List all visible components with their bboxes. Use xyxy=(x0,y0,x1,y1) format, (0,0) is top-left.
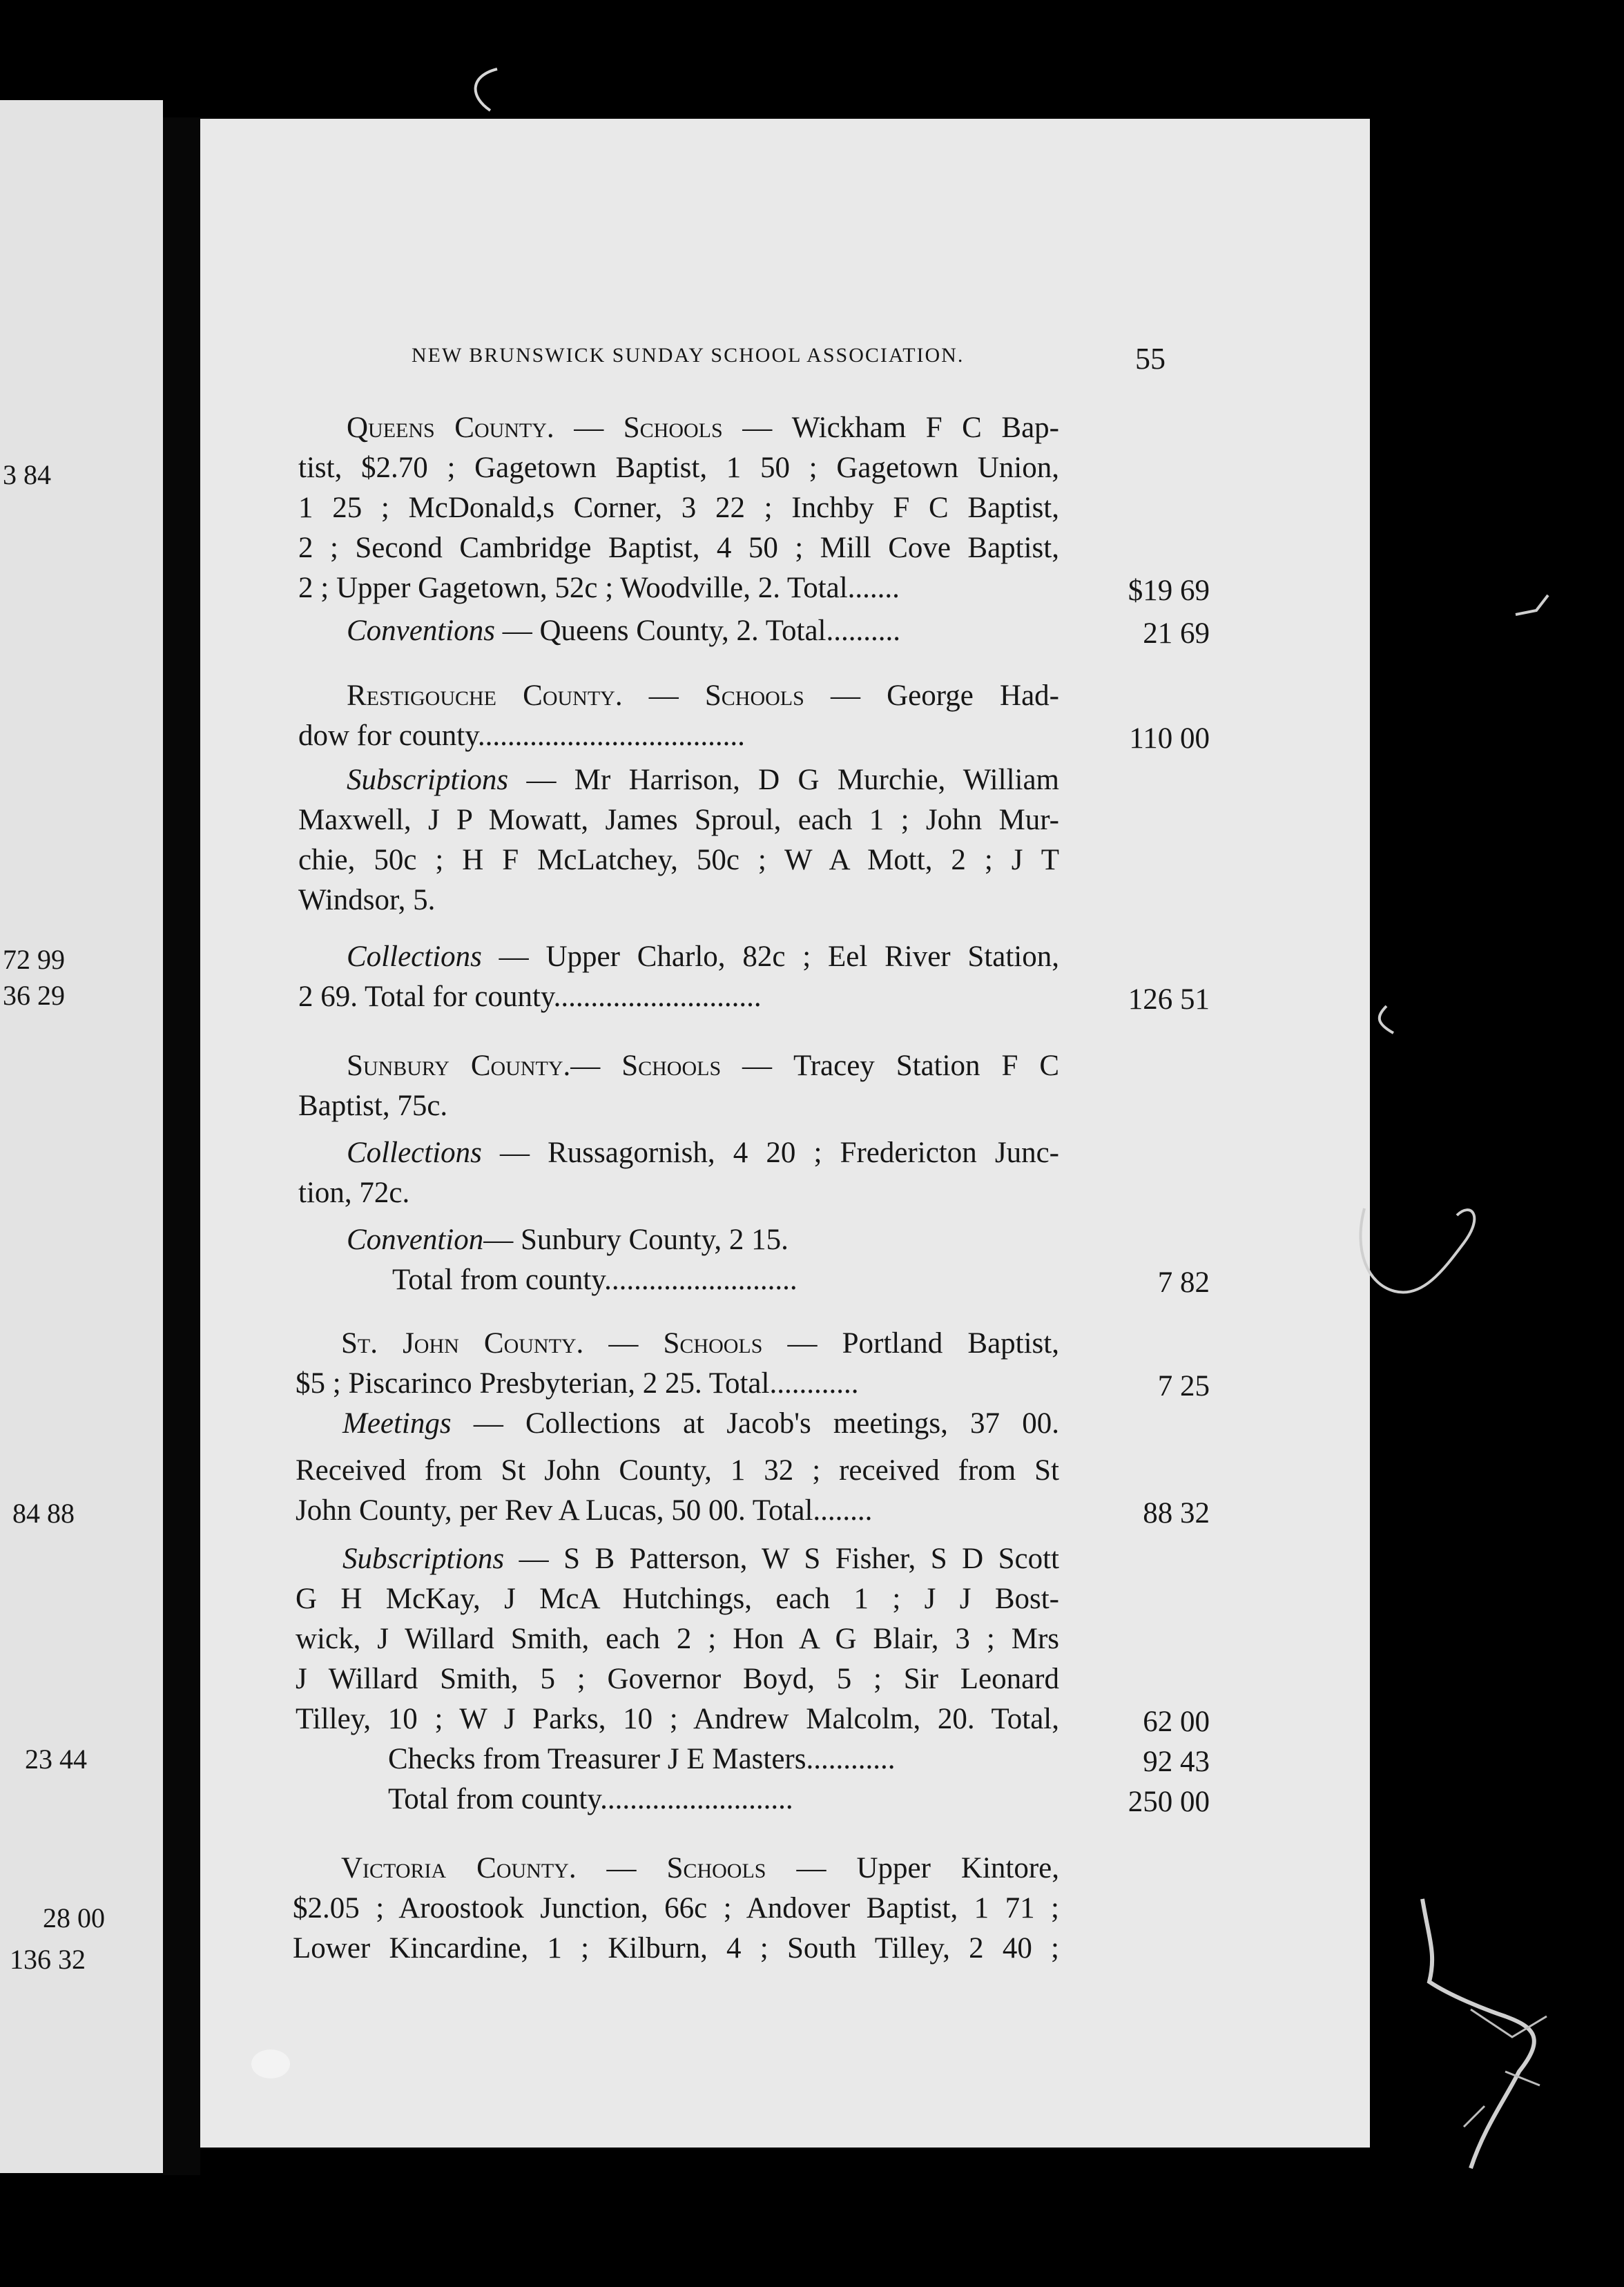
amount: 62 00 xyxy=(1143,1706,1210,1738)
running-title: NEW BRUNSWICK SUNDAY SCHOOL ASSOCIATION. xyxy=(412,344,965,367)
text-line: 2 69. Total for county............................ xyxy=(298,981,762,1013)
section-label: Collections xyxy=(347,1137,482,1169)
left-page-number: 23 44 xyxy=(25,1744,87,1775)
section-label: Conventions xyxy=(347,615,495,647)
text-line: tist, $2.70 ; Gagetown Baptist, 1 50 ; Gagetown Union, xyxy=(298,452,1059,484)
text-line: Subscriptions — S B Patterson, W S Fisher, S D Scott xyxy=(342,1543,1059,1575)
fiber-debris xyxy=(456,62,511,117)
section-label: Collections xyxy=(347,940,482,973)
amount: 21 69 xyxy=(1143,617,1210,650)
text-line: Queens County. — Schools — Wickham F C Bap- xyxy=(347,412,1059,444)
text-line: wick, J Willard Smith, each 2 ; Hon A G Blair, 3 ; Mrs xyxy=(296,1623,1059,1655)
fiber-debris xyxy=(1512,587,1560,621)
left-page-number: 136 32 xyxy=(10,1944,86,1975)
page-number: 55 xyxy=(1135,342,1166,376)
thread-debris xyxy=(1353,1188,1560,1395)
text-line: Lower Kincardine, 1 ; Kilburn, 4 ; South Tilley, 2 40 ; xyxy=(293,1932,1059,1965)
text-line: Subscriptions — Mr Harrison, D G Murchie, William xyxy=(347,764,1059,796)
text-line: 2 ; Second Cambridge Baptist, 4 50 ; Mill Cove Baptist, xyxy=(298,532,1059,564)
text-line: Sunbury County.— Schools — Tracey Station F C xyxy=(347,1050,1059,1082)
text-line: Collections — Upper Charlo, 82c ; Eel River Station, xyxy=(347,940,1059,973)
amount: $19 69 xyxy=(1128,575,1210,607)
amount: 7 82 xyxy=(1157,1266,1210,1299)
county-heading: St. John County. — Schools — xyxy=(341,1327,842,1360)
text-line: 2 ; Upper Gagetown, 52c ; Woodville, 2. Total....... xyxy=(298,572,900,604)
county-heading: Sunbury County.— Schools — xyxy=(347,1050,793,1082)
text-line: dow for county.................................... xyxy=(298,720,745,752)
text-line: Conventions — Queens County, 2. Total.......... xyxy=(347,615,900,647)
amount: 110 00 xyxy=(1129,722,1210,755)
text-line: Maxwell, J P Mowatt, James Sproul, each 1 ; John Mur- xyxy=(298,804,1059,836)
text-line: Victoria County. — Schools — Upper Kintore, xyxy=(341,1852,1059,1884)
text-line: Baptist, 75c. xyxy=(298,1090,448,1122)
fiber-debris xyxy=(1373,1003,1414,1037)
left-page-number: 72 99 xyxy=(3,944,65,975)
fiber-debris xyxy=(1409,1878,1616,2182)
text-line: 1 25 ; McDonald,s Corner, 3 22 ; Inchby F C Baptist, xyxy=(298,492,1059,524)
county-heading: Queens County. — Schools — xyxy=(347,412,792,444)
left-page-number: 3 84 xyxy=(3,459,51,490)
section-label: Convention xyxy=(347,1224,484,1256)
text-line: G H McKay, J McA Hutchings, each 1 ; J J Bost- xyxy=(296,1583,1059,1615)
text-line: Meetings — Collections at Jacob's meetings, 37 00. xyxy=(342,1407,1059,1440)
text-line: Tilley, 10 ; W J Parks, 10 ; Andrew Malcolm, 20. Total, xyxy=(296,1703,1059,1735)
text-line: chie, 50c ; H F McLatchey, 50c ; W A Mott, 2 ; J T xyxy=(298,844,1059,876)
section-label: Meetings xyxy=(342,1407,452,1440)
text-line: Windsor, 5. xyxy=(298,884,436,916)
left-page-number: 36 29 xyxy=(3,980,65,1011)
section-label: Subscriptions xyxy=(347,764,509,796)
amount: 126 51 xyxy=(1128,983,1210,1016)
amount: 7 25 xyxy=(1157,1370,1210,1402)
amount: 92 43 xyxy=(1143,1746,1210,1778)
left-page xyxy=(0,100,163,2173)
amount: 250 00 xyxy=(1128,1786,1210,1818)
text-line: $2.05 ; Aroostook Junction, 66c ; Andover Baptist, 1 71 ; xyxy=(293,1892,1059,1924)
text-line: tion, 72c. xyxy=(298,1177,410,1209)
amount: 88 32 xyxy=(1143,1497,1210,1530)
text-line: J Willard Smith, 5 ; Governor Boyd, 5 ; Sir Leonard xyxy=(296,1663,1059,1695)
text-line: Total from county.......................... xyxy=(388,1783,793,1815)
text-line: Received from St John County, 1 32 ; received from St xyxy=(296,1454,1059,1487)
text-line: $5 ; Piscarinco Presbyterian, 2 25. Total............ xyxy=(296,1367,859,1400)
county-heading: Restigouche County. — Schools — xyxy=(347,679,887,712)
book-gutter xyxy=(163,117,200,2175)
text-line: Convention— Sunbury County, 2 15. xyxy=(347,1224,789,1256)
left-page-number: 84 88 xyxy=(12,1498,75,1529)
left-page-number: 28 00 xyxy=(43,1902,105,1933)
text-line: Checks from Treasurer J E Masters............ xyxy=(388,1743,896,1775)
county-heading: Victoria County. — Schools — xyxy=(341,1852,857,1884)
text-line: John County, per Rev A Lucas, 50 00. Total........ xyxy=(296,1494,873,1527)
paper-blemish xyxy=(251,2049,290,2078)
section-label: Subscriptions xyxy=(342,1543,505,1575)
text-line: Total from county.......................... xyxy=(392,1264,798,1296)
text-line: Collections — Russagornish, 4 20 ; Fredericton Junc- xyxy=(347,1137,1059,1169)
text-line: St. John County. — Schools — Portland Baptist, xyxy=(341,1327,1059,1360)
text-line: Restigouche County. — Schools — George Had- xyxy=(347,679,1059,712)
